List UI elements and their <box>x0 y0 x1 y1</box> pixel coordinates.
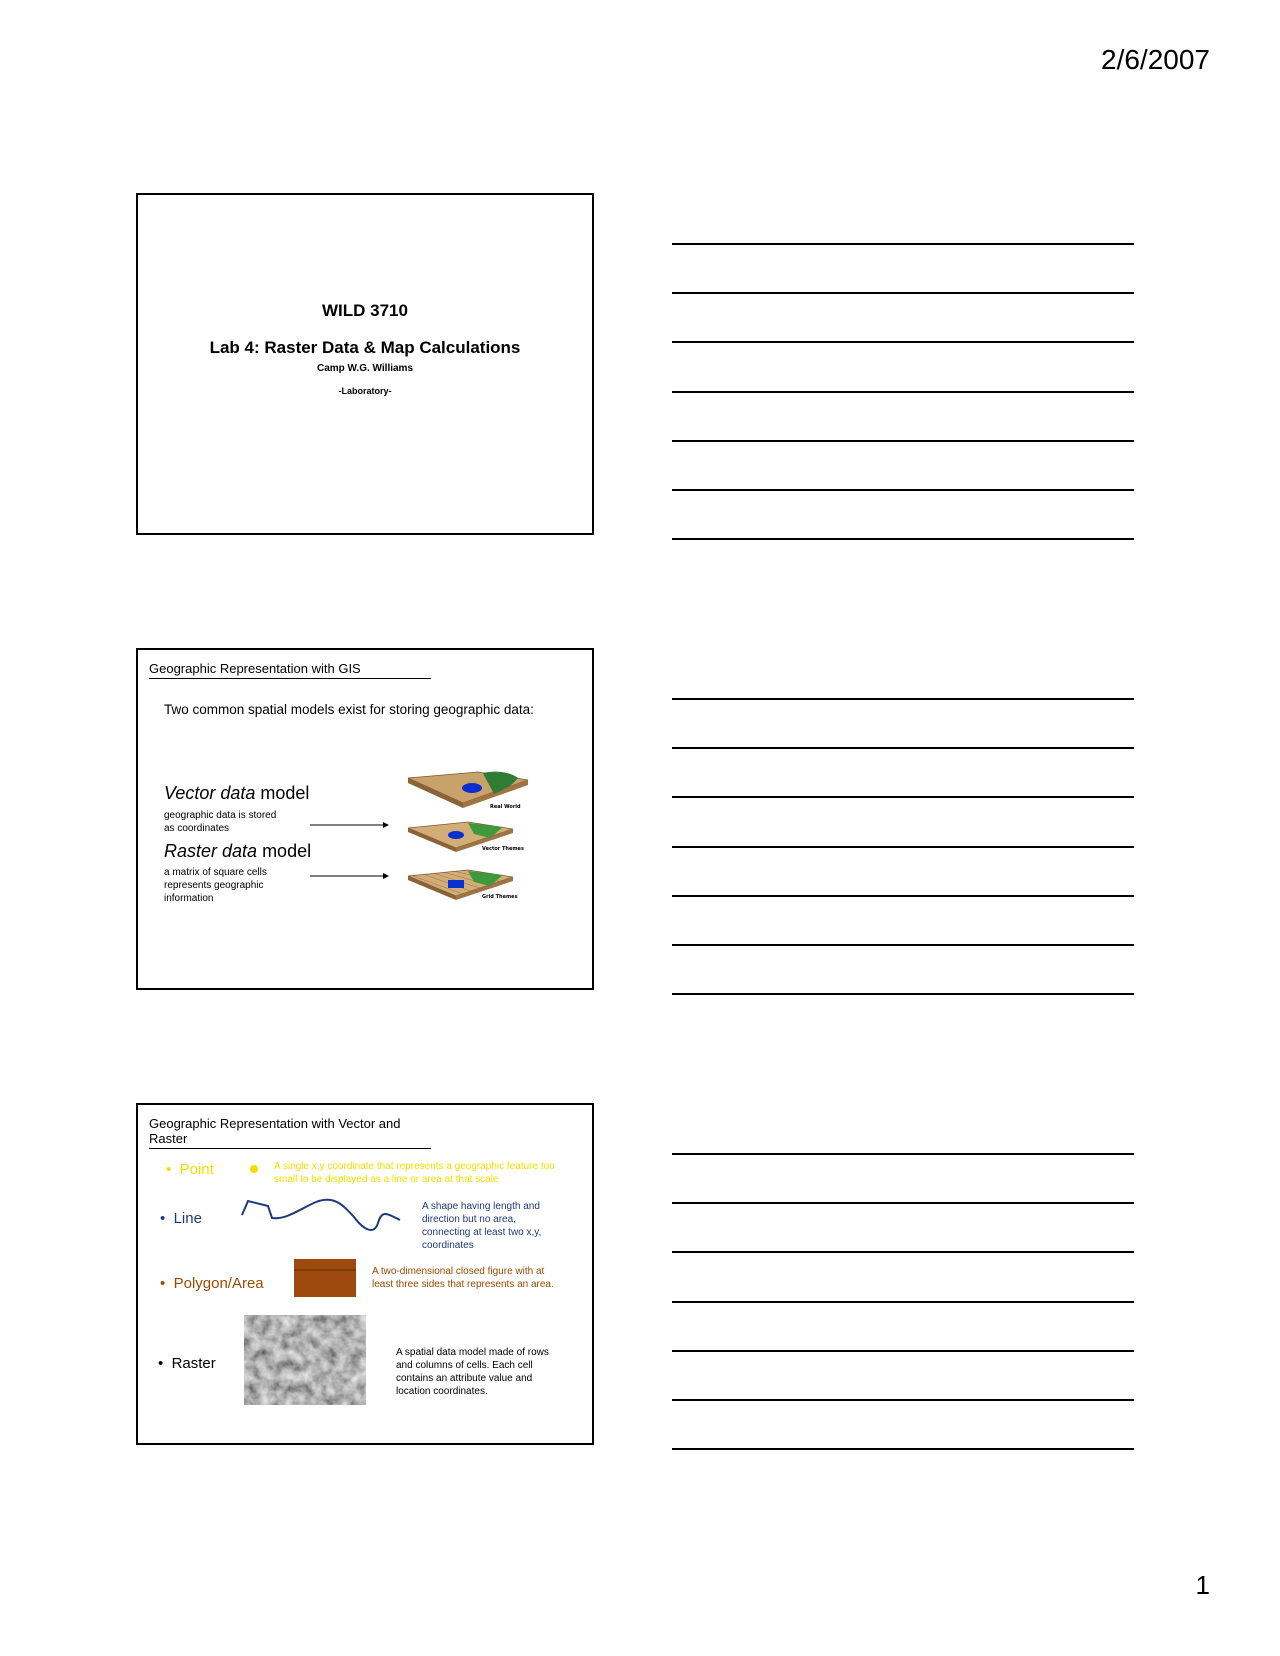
slide-intro: Two common spatial models exist for storing geographic data: <box>164 702 534 717</box>
grid-layer <box>408 870 518 900</box>
note-line <box>672 1251 1134 1253</box>
note-line <box>672 1153 1134 1155</box>
slide-heading: Geographic Representation with GIS <box>149 661 431 679</box>
note-line <box>672 698 1134 700</box>
note-line <box>672 440 1134 442</box>
lab-location: Camp W.G. Williams <box>316 363 414 374</box>
note-line <box>672 489 1134 491</box>
polygon-symbol <box>294 1259 356 1297</box>
note-line <box>672 846 1134 848</box>
point-desc: A single x,y coordinate that represents a geographic feature too small to be displayed as a line or area at that scale <box>274 1161 555 1185</box>
note-line <box>672 292 1134 294</box>
note-line <box>672 538 1134 540</box>
line-desc: A shape having length and direction but no area, connecting at least two x,y, coordinates <box>422 1201 542 1251</box>
note-line <box>672 796 1134 798</box>
svg-text:Real World: Real World <box>490 804 521 810</box>
note-line <box>672 993 1134 995</box>
page-number: 1 <box>1195 1570 1210 1600</box>
real-world-layer <box>408 772 528 810</box>
vector-layer <box>408 822 524 852</box>
vector-raster-examples <box>138 1105 592 1443</box>
raster-desc: A spatial data model made of rows and columns of cells. Each cell contains an attribute value and location coordinates. <box>396 1347 549 1397</box>
note-line <box>672 1202 1134 1204</box>
note-line <box>672 341 1134 343</box>
note-line <box>672 1301 1134 1303</box>
line-symbol <box>242 1200 400 1230</box>
slide-gis-representation <box>136 648 594 990</box>
raster-model-desc: a matrix of square cells represents geographic information <box>164 867 267 904</box>
note-line <box>672 243 1134 245</box>
raster-bullet: • Raster <box>158 1355 216 1372</box>
note-line <box>672 944 1134 946</box>
page-date: 2/6/2007 <box>1101 44 1210 75</box>
slide-heading: Geographic Representation with Vector and Raster <box>149 1116 431 1149</box>
note-line <box>672 391 1134 393</box>
point-symbol <box>250 1165 258 1173</box>
vector-model-desc: geographic data is stored as coordinates <box>164 810 277 834</box>
note-line <box>672 747 1134 749</box>
slide-title <box>136 193 594 535</box>
note-line <box>672 1448 1134 1450</box>
svg-text:Grid Themes: Grid Themes <box>482 894 518 900</box>
polygon-bullet: • Polygon/Area <box>160 1275 264 1292</box>
svg-text:Vector Themes: Vector Themes <box>482 846 524 852</box>
lab-tag: -Laboratory- <box>338 386 392 396</box>
vector-model-title: Vector data model <box>164 783 310 803</box>
note-line <box>672 895 1134 897</box>
raster-symbol <box>244 1315 366 1405</box>
raster-model-title: Raster data model <box>164 841 312 861</box>
course-code: WILD 3710 <box>322 301 408 320</box>
polygon-desc: A two-dimensional closed figure with at least three sides that represents an area. <box>372 1266 554 1290</box>
slide-vector-raster <box>136 1103 594 1445</box>
point-bullet: • Point <box>166 1161 214 1178</box>
line-bullet: • Line <box>160 1210 202 1227</box>
note-line <box>672 1350 1134 1352</box>
note-line <box>672 1399 1134 1401</box>
lab-title: Lab 4: Raster Data & Map Calculations <box>209 338 521 357</box>
terrain-layers-illustration <box>408 768 548 908</box>
